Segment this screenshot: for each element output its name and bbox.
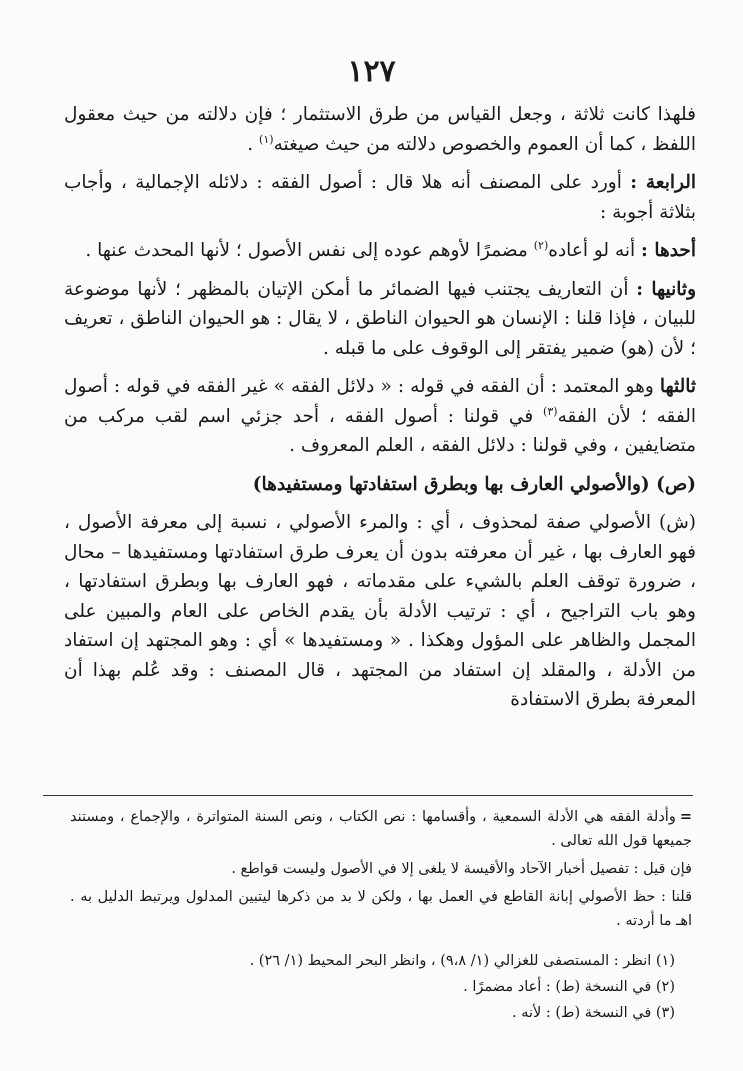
- paragraph-text: أن التعاريف يجتنب فيها الضمائر ما أمكن الإتيان بالمظهر ؛ لأنها موضوعة للبيان ، فإذا قلنا : الإنسان هو الحيوان الناطق ، لا يقال : هو الحيوان الناطق ، تعريف ؛ لأن (هو) ضمير يفتقر إلى الوقوف على ما قبله .: [64, 278, 696, 359]
- paragraph-text: أورد على المصنف أنه هلا قال : أصول الفقه : دلائله الإجمالية ، وأجاب بثلاثة أجوبة :: [64, 172, 696, 223]
- footnote-2: (٢) في النسخة (ط) : أعاد مضمرًا .: [463, 979, 675, 995]
- continuation-note: قلنا : حظ الأصولي إبانة القاطع في العمل بها ، ولكن لا بد من ذكرها ليتبين المدلول ويرتبط الدليل به . اهـ ما أردته .: [70, 889, 692, 929]
- paragraph-fourth: [64, 168, 696, 227]
- footnotes: [65, 950, 675, 1028]
- continuation-note: [70, 805, 692, 853]
- paragraph-tail: في قولنا : أصول الفقه ، أحد جزئي اسم لقب مركب من متضايفين ، وفي قولنا : دلائل الفقه ، العلم المعروف .: [64, 405, 696, 456]
- footnote-ref-2: (٢): [533, 238, 549, 252]
- footnote-ref-3: (٣): [543, 404, 558, 418]
- continuation-note: فإن قيل : تفصيل أخبار الآحاد والأقيسة لا يلغى إلا في الأصول وليست قواطع .: [231, 861, 692, 877]
- paragraph-text: وهو المعتمد : أن الفقه في قوله : « دلائل الفقه » غير الفقه في قوله : أصول الفقه ؛ لأن الفقه: [64, 376, 696, 427]
- paragraph-lead: أحدها :: [641, 240, 696, 261]
- page-number: ١٢٧: [347, 54, 396, 89]
- paragraph-first-answer: [64, 236, 696, 266]
- paragraph-third-answer: [64, 372, 696, 461]
- section-heading: (ص) (والأصولي العارف بها وبطرق استفادتها ومستفيدها): [252, 473, 696, 495]
- paragraph-intro: [64, 100, 696, 159]
- paragraph-text: فلهذا كانت ثلاثة ، وجعل القياس من طرق الاستثمار ؛ فإن دلالته من حيث معقول اللفظ ، كما أن العموم والخصوص دلالته من حيث صيغته: [64, 104, 696, 155]
- paragraph-second-answer: [64, 275, 696, 364]
- continuation-notes: [70, 805, 692, 937]
- paragraph-lead: وثانيها :: [636, 278, 697, 300]
- note-text: وأدلة الفقه هي الأدلة السمعية ، وأقسامها : نص الكتاب ، ونص السنة المتواترة ، والإجماع ، ومستند جميعها قول الله تعالى .: [70, 809, 692, 849]
- footnote-ref-1: (١): [259, 132, 274, 146]
- footnote-1: (١) انظر : المستصفى للغزالي (١/ ٩،٨) ، وانظر البحر المحيط (١/ ٢٦) .: [249, 953, 675, 969]
- paragraph-tail: .: [247, 133, 260, 155]
- continuation-marker: =: [679, 808, 692, 825]
- paragraph-lead: ثالثها: [659, 376, 696, 397]
- paragraph-lead: الرابعة :: [630, 172, 697, 193]
- main-text: [64, 100, 696, 715]
- footnote-divider: [43, 795, 693, 796]
- paragraph-text: أنه لو أعاده: [548, 240, 642, 261]
- commentary-paragraph: (ش) الأصولي صفة لمحذوف ، أي : والمرء الأصولي ، نسبة إلى معرفة الأصول ، فهو العارف بها ، غير أن معرفته بدون أن يعرف طرق استفادتها ومستفيدها – محال ، ضرورة توقف العلم بالشيء على مقدماته ، فهو العارف بها وبطرق استفادتها ، وهو باب التراجيح ، أي : ترتيب الأدلة بأن يقدم الخاص على العام والمبين على المجمل والظاهر على المؤول وهكذا . « ومستفيدها » أي : وهو المجتهد إن استفاد من الأدلة ، والمقلد إن استفاد من المجتهد ، قال المصنف : وقد عُلم بهذا أن المعرفة بطرق الاستفادة: [64, 512, 696, 710]
- paragraph-tail: مضمرًا لأوهم عوده إلى نفس الأصول ؛ لأنها المحدث عنها .: [85, 240, 534, 261]
- footnote-3: (٣) في النسخة (ط) : لأنه .: [512, 1005, 675, 1021]
